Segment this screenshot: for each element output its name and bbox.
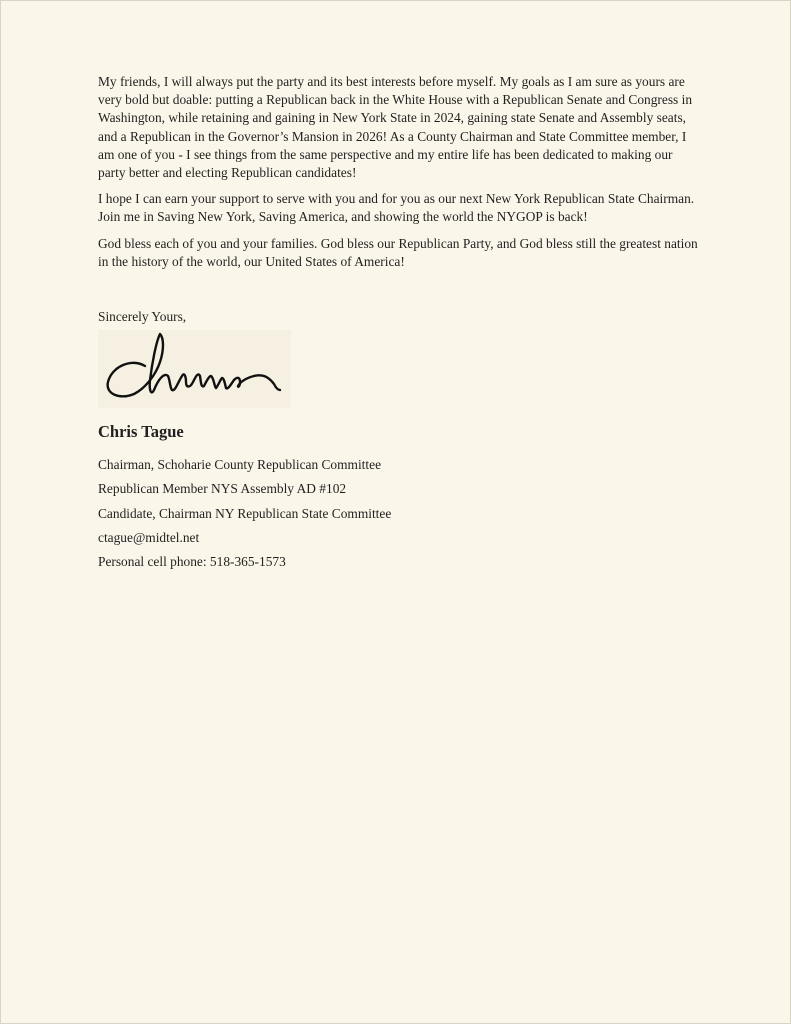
signer-phone: Personal cell phone: 518-365-1573 xyxy=(98,554,286,570)
letter-paragraph: My friends, I will always put the party and its best interests before myself. My goals as I am sure as yours are very bold but doable: putting a Republican back in the White House with a Republican Senate and Congress in Washington, while retaining and gaining in New York State in 2024, gaining state Senate and Assembly seats, and a Republican in the Governor’s Mansion in 2026! As a County Chairman and State Committee member, I am one of you - I see things from the same perspective and my entire life has been dedicated to making our party better and electing Republican candidates! xyxy=(98,74,693,181)
letter-body xyxy=(98,73,703,574)
signer-name: Chris Tague xyxy=(98,422,184,442)
signer-title-line: Chairman, Schoharie County Republican Committee xyxy=(98,457,382,473)
signer-title-line: Republican Member NYS Assembly AD #102 xyxy=(98,481,347,497)
letter-paragraph: God bless each of you and your families. God bless our Republican Party, and God bless still the greatest nation in the history of the world, our United States of America! xyxy=(98,235,698,269)
handwritten-signature xyxy=(98,330,291,408)
letter-paragraph: I hope I can earn your support to serve with you and for you as our next New York Republican State Chairman. Join me in Saving New York, Saving America, and showing the world the NYGOP is back! xyxy=(98,191,695,225)
signer-email: ctague@midtel.net xyxy=(98,529,200,545)
closing-line: Sincerely Yours, xyxy=(98,309,187,325)
signature-image xyxy=(98,330,291,408)
signer-title-line: Candidate, Chairman NY Republican State Committee xyxy=(98,505,392,521)
